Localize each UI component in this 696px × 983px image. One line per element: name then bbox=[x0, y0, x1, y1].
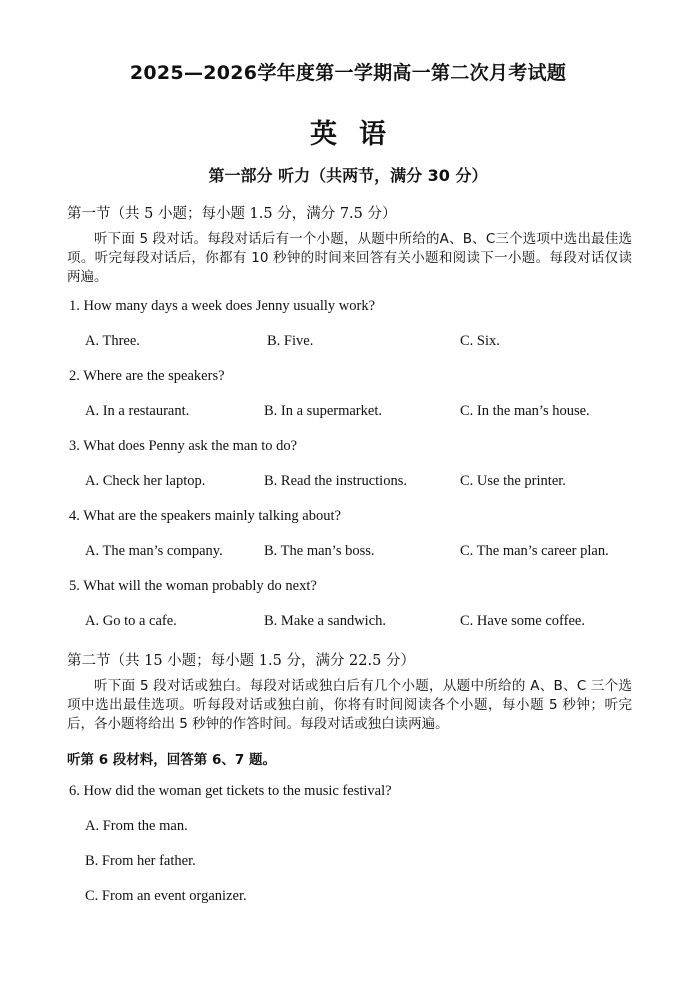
section2-instructions: 听下面 5 段对话或独白。每段对话或独白后有几个小题，从题中所给的 A、B、C 三个选项中选出最佳选项。听每段对话或独白前，你将有时间阅读各个小题，每小题 5 秒钟；听完后，各小题将给出 5 秒钟的作答时间。每段对话或独白读两遍。 bbox=[67, 678, 632, 732]
question-6-stem: 6. How did the woman get tickets to the music festival? bbox=[69, 783, 392, 799]
question-4-option-a: A. The man’s company. bbox=[85, 543, 223, 559]
question-6-option-a: A. From the man. bbox=[85, 818, 188, 834]
question-5-option-c: C. Have some coffee. bbox=[460, 613, 585, 629]
exam-title: 2025—2026学年度第一学期高一第二次月考试题 bbox=[129, 62, 567, 84]
question-1-option-b: B. Five. bbox=[267, 333, 314, 349]
question-5-stem: 5. What will the woman probably do next? bbox=[69, 578, 317, 594]
question-3-stem: 3. What does Penny ask the man to do? bbox=[69, 438, 298, 454]
question-3-option-b: B. Read the instructions. bbox=[264, 473, 407, 489]
part-heading: 第一部分 听力（共两节，满分 30 分） bbox=[208, 166, 488, 185]
question-1-option-a: A. Three. bbox=[85, 333, 140, 349]
question-1-stem: 1. How many days a week does Jenny usually work? bbox=[69, 298, 376, 314]
question-4-stem: 4. What are the speakers mainly talking about? bbox=[69, 508, 341, 524]
question-2-option-c: C. In the man’s house. bbox=[460, 403, 590, 419]
question-6-option-b: B. From her father. bbox=[85, 853, 196, 869]
question-4-option-b: B. The man’s boss. bbox=[264, 543, 375, 559]
question-3-option-c: C. Use the printer. bbox=[460, 473, 566, 489]
subject-title: 英语 bbox=[310, 119, 408, 150]
question-1-option-c: C. Six. bbox=[460, 333, 500, 349]
question-2-option-a: A. In a restaurant. bbox=[85, 403, 190, 419]
material-note: 听第 6 段材料，回答第 6、7 题。 bbox=[67, 752, 276, 768]
section1-instructions: 听下面 5 段对话。每段对话后有一个小题，从题中所给的A、B、C三个选项中选出最佳选项。听完每段对话后，你都有 10 秒钟的时间来回答有关小题和阅读下一小题。每段对话仅读两遍。 bbox=[67, 231, 632, 285]
question-4-option-c: C. The man’s career plan. bbox=[460, 543, 609, 559]
question-5-option-a: A. Go to a cafe. bbox=[85, 613, 177, 629]
question-5-option-b: B. Make a sandwich. bbox=[264, 613, 387, 629]
question-6-option-c: C. From an event organizer. bbox=[85, 888, 247, 904]
section1-heading: 第一节（共 5 小题；每小题 1.5 分，满分 7.5 分） bbox=[67, 206, 397, 222]
section2-heading: 第二节（共 15 小题；每小题 1.5 分，满分 22.5 分） bbox=[67, 653, 415, 669]
question-2-option-b: B. In a supermarket. bbox=[264, 403, 382, 419]
question-2-stem: 2. Where are the speakers? bbox=[69, 368, 225, 384]
question-3-option-a: A. Check her laptop. bbox=[85, 473, 206, 489]
